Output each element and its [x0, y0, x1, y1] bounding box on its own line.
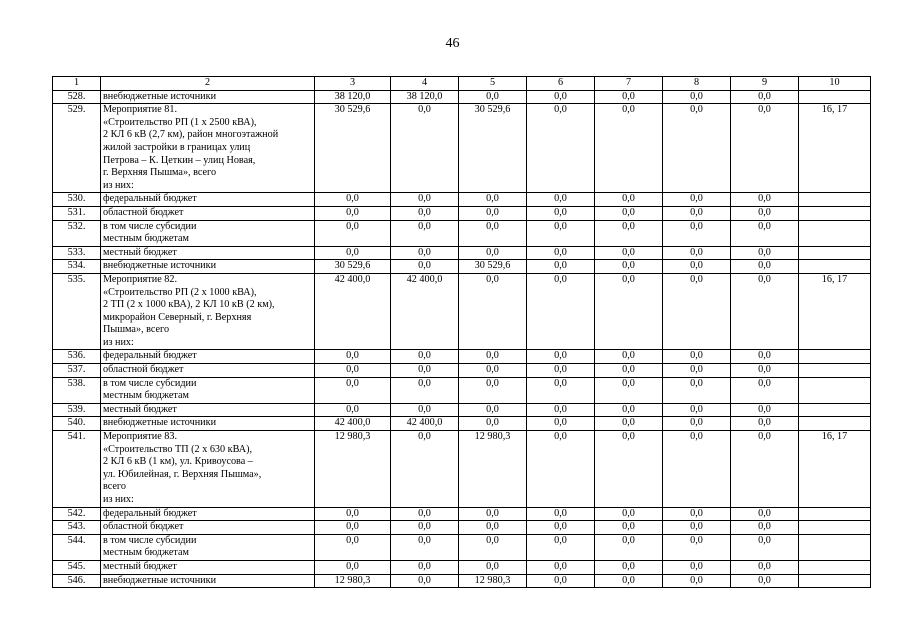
column-number: 5: [459, 77, 527, 91]
amount-cell: 0,0: [731, 417, 799, 431]
table-row: [53, 507, 871, 521]
amount-cell: 0,0: [595, 273, 663, 350]
amount-cell: 0,0: [391, 521, 459, 535]
amount-cell: 0,0: [731, 521, 799, 535]
row-number: 539.: [53, 403, 101, 417]
amount-cell: 0,0: [527, 377, 595, 403]
amount-cell: 0,0: [663, 403, 731, 417]
amount-cell: 0,0: [315, 521, 391, 535]
amount-cell: 0,0: [527, 90, 595, 104]
amount-cell: 0,0: [731, 246, 799, 260]
amount-cell: 0,0: [595, 403, 663, 417]
amount-cell: 0,0: [595, 534, 663, 560]
amount-cell: 0,0: [731, 364, 799, 378]
row-description: местный бюджет: [101, 560, 315, 574]
amount-cell: 0,0: [731, 206, 799, 220]
amount-cell: 0,0: [527, 574, 595, 588]
row-number: 542.: [53, 507, 101, 521]
amount-cell: 0,0: [459, 521, 527, 535]
target-indicator-ref: [799, 521, 871, 535]
amount-cell: 0,0: [731, 507, 799, 521]
row-number: 533.: [53, 246, 101, 260]
amount-cell: 0,0: [527, 507, 595, 521]
row-number: 536.: [53, 350, 101, 364]
target-indicator-ref: 16, 17: [799, 431, 871, 508]
table-row: [53, 104, 871, 193]
amount-cell: 0,0: [527, 260, 595, 274]
amount-cell: 0,0: [527, 193, 595, 207]
table-row: [53, 560, 871, 574]
target-indicator-ref: [799, 534, 871, 560]
target-indicator-ref: [799, 206, 871, 220]
column-number: 4: [391, 77, 459, 91]
amount-cell: 0,0: [663, 364, 731, 378]
target-indicator-ref: [799, 377, 871, 403]
amount-cell: 30 529,6: [459, 104, 527, 193]
amount-cell: 0,0: [459, 560, 527, 574]
amount-cell: 12 980,3: [315, 574, 391, 588]
amount-cell: 0,0: [459, 220, 527, 246]
amount-cell: 0,0: [527, 220, 595, 246]
amount-cell: 0,0: [391, 220, 459, 246]
amount-cell: 0,0: [315, 206, 391, 220]
target-indicator-ref: [799, 350, 871, 364]
amount-cell: 0,0: [527, 104, 595, 193]
amount-cell: 42 400,0: [391, 417, 459, 431]
target-indicator-ref: [799, 417, 871, 431]
table-row: [53, 350, 871, 364]
row-number: 532.: [53, 220, 101, 246]
amount-cell: 0,0: [663, 560, 731, 574]
amount-cell: 0,0: [391, 104, 459, 193]
amount-cell: 0,0: [315, 350, 391, 364]
row-number: 535.: [53, 273, 101, 350]
amount-cell: 0,0: [391, 574, 459, 588]
amount-cell: 0,0: [459, 206, 527, 220]
table-row: [53, 377, 871, 403]
row-description: областной бюджет: [101, 364, 315, 378]
amount-cell: 0,0: [527, 206, 595, 220]
amount-cell: 0,0: [315, 403, 391, 417]
amount-cell: 0,0: [595, 364, 663, 378]
target-indicator-ref: [799, 560, 871, 574]
amount-cell: 0,0: [527, 521, 595, 535]
amount-cell: 0,0: [663, 377, 731, 403]
amount-cell: 30 529,6: [459, 260, 527, 274]
target-indicator-ref: [799, 574, 871, 588]
amount-cell: 0,0: [731, 104, 799, 193]
row-number: 530.: [53, 193, 101, 207]
amount-cell: 0,0: [731, 431, 799, 508]
budget-table: [52, 76, 871, 588]
amount-cell: 0,0: [731, 273, 799, 350]
amount-cell: 0,0: [595, 574, 663, 588]
table-row: [53, 431, 871, 508]
row-description: федеральный бюджет: [101, 350, 315, 364]
amount-cell: 0,0: [663, 90, 731, 104]
table-row: [53, 417, 871, 431]
table-row: [53, 193, 871, 207]
row-number: 534.: [53, 260, 101, 274]
amount-cell: 0,0: [663, 220, 731, 246]
amount-cell: 0,0: [731, 534, 799, 560]
amount-cell: 0,0: [595, 417, 663, 431]
amount-cell: 0,0: [663, 260, 731, 274]
amount-cell: 0,0: [663, 104, 731, 193]
row-description: федеральный бюджет: [101, 193, 315, 207]
table-row: [53, 521, 871, 535]
amount-cell: 0,0: [595, 104, 663, 193]
column-number: 8: [663, 77, 731, 91]
column-number: 6: [527, 77, 595, 91]
amount-cell: 0,0: [391, 246, 459, 260]
amount-cell: 0,0: [459, 377, 527, 403]
column-number: 2: [101, 77, 315, 91]
amount-cell: 0,0: [459, 507, 527, 521]
amount-cell: 0,0: [315, 220, 391, 246]
row-number: 545.: [53, 560, 101, 574]
table-row: [53, 574, 871, 588]
amount-cell: 38 120,0: [315, 90, 391, 104]
amount-cell: 0,0: [663, 350, 731, 364]
row-description: Мероприятие 81. «Строительство РП (1 x 2500 кВА), 2 КЛ 6 кВ (2,7 км), район многоэтажной жилой застройки в границах улиц Петрова – К. Цеткин – улиц Новая, г. Верхняя Пышма», всего из них:: [101, 104, 315, 193]
amount-cell: 0,0: [595, 377, 663, 403]
amount-cell: 0,0: [459, 364, 527, 378]
amount-cell: 0,0: [391, 193, 459, 207]
amount-cell: 0,0: [459, 403, 527, 417]
column-number: 7: [595, 77, 663, 91]
amount-cell: 0,0: [595, 220, 663, 246]
amount-cell: 0,0: [527, 534, 595, 560]
target-indicator-ref: 16, 17: [799, 273, 871, 350]
amount-cell: 0,0: [391, 364, 459, 378]
row-description: областной бюджет: [101, 521, 315, 535]
amount-cell: 0,0: [595, 260, 663, 274]
table-row: [53, 246, 871, 260]
amount-cell: 0,0: [595, 350, 663, 364]
amount-cell: 0,0: [663, 431, 731, 508]
amount-cell: 0,0: [731, 260, 799, 274]
amount-cell: 12 980,3: [315, 431, 391, 508]
amount-cell: 0,0: [731, 560, 799, 574]
amount-cell: 0,0: [391, 507, 459, 521]
row-number: 546.: [53, 574, 101, 588]
amount-cell: 0,0: [527, 364, 595, 378]
amount-cell: 30 529,6: [315, 260, 391, 274]
amount-cell: 0,0: [459, 534, 527, 560]
amount-cell: 0,0: [663, 417, 731, 431]
amount-cell: 0,0: [527, 431, 595, 508]
amount-cell: 0,0: [459, 246, 527, 260]
amount-cell: 0,0: [391, 403, 459, 417]
amount-cell: 0,0: [459, 90, 527, 104]
row-number: 528.: [53, 90, 101, 104]
amount-cell: 0,0: [527, 246, 595, 260]
amount-cell: 0,0: [595, 193, 663, 207]
table-row: [53, 364, 871, 378]
column-number: 10: [799, 77, 871, 91]
row-description: в том числе субсидии местным бюджетам: [101, 377, 315, 403]
row-description: федеральный бюджет: [101, 507, 315, 521]
amount-cell: 0,0: [459, 273, 527, 350]
row-description: местный бюджет: [101, 403, 315, 417]
table-row: [53, 90, 871, 104]
amount-cell: 0,0: [663, 193, 731, 207]
table-row: [53, 206, 871, 220]
amount-cell: 0,0: [315, 507, 391, 521]
amount-cell: 0,0: [527, 273, 595, 350]
amount-cell: 42 400,0: [315, 273, 391, 350]
column-number: 1: [53, 77, 101, 91]
amount-cell: 0,0: [663, 206, 731, 220]
amount-cell: 0,0: [391, 260, 459, 274]
column-number-row: [53, 77, 871, 91]
table-row: [53, 273, 871, 350]
amount-cell: 0,0: [731, 220, 799, 246]
amount-cell: 0,0: [731, 574, 799, 588]
row-description: внебюджетные источники: [101, 574, 315, 588]
row-description: в том числе субсидии местным бюджетам: [101, 220, 315, 246]
amount-cell: 0,0: [663, 534, 731, 560]
target-indicator-ref: [799, 403, 871, 417]
amount-cell: 38 120,0: [391, 90, 459, 104]
row-description: внебюджетные источники: [101, 90, 315, 104]
column-number: 9: [731, 77, 799, 91]
amount-cell: 0,0: [527, 560, 595, 574]
target-indicator-ref: [799, 220, 871, 246]
target-indicator-ref: [799, 260, 871, 274]
row-description: в том числе субсидии местным бюджетам: [101, 534, 315, 560]
amount-cell: 0,0: [391, 560, 459, 574]
amount-cell: 0,0: [595, 507, 663, 521]
target-indicator-ref: [799, 364, 871, 378]
amount-cell: 0,0: [731, 403, 799, 417]
row-description: внебюджетные источники: [101, 417, 315, 431]
amount-cell: 0,0: [663, 574, 731, 588]
table-row: [53, 534, 871, 560]
amount-cell: 0,0: [595, 431, 663, 508]
amount-cell: 0,0: [315, 246, 391, 260]
row-number: 544.: [53, 534, 101, 560]
amount-cell: 0,0: [459, 193, 527, 207]
table-row: [53, 220, 871, 246]
amount-cell: 0,0: [527, 417, 595, 431]
row-description: Мероприятие 82. «Строительство РП (2 x 1000 кВА), 2 ТП (2 x 1000 кВА), 2 КЛ 10 кВ (2 км), микрорайон Северный, г. Верхняя Пышма», всего из них:: [101, 273, 315, 350]
amount-cell: 0,0: [663, 246, 731, 260]
amount-cell: 0,0: [595, 560, 663, 574]
row-description: местный бюджет: [101, 246, 315, 260]
amount-cell: 0,0: [391, 350, 459, 364]
target-indicator-ref: [799, 90, 871, 104]
amount-cell: 0,0: [595, 90, 663, 104]
column-number: 3: [315, 77, 391, 91]
amount-cell: 42 400,0: [315, 417, 391, 431]
amount-cell: 0,0: [459, 417, 527, 431]
amount-cell: 30 529,6: [315, 104, 391, 193]
page-number: 46: [445, 36, 460, 51]
amount-cell: 0,0: [459, 350, 527, 364]
amount-cell: 0,0: [315, 364, 391, 378]
amount-cell: 12 980,3: [459, 431, 527, 508]
table-row: [53, 403, 871, 417]
amount-cell: 0,0: [731, 350, 799, 364]
amount-cell: 0,0: [391, 431, 459, 508]
amount-cell: 0,0: [315, 534, 391, 560]
amount-cell: 0,0: [595, 521, 663, 535]
row-description: Мероприятие 83. «Строительство ТП (2 x 630 кВА), 2 КЛ 6 кВ (1 км), ул. Кривоусова – ул. Юбилейная, г. Верхняя Пышма», всего из них:: [101, 431, 315, 508]
amount-cell: 0,0: [731, 90, 799, 104]
amount-cell: 0,0: [527, 350, 595, 364]
target-indicator-ref: [799, 507, 871, 521]
row-number: 543.: [53, 521, 101, 535]
amount-cell: 0,0: [315, 377, 391, 403]
row-number: 540.: [53, 417, 101, 431]
amount-cell: 0,0: [391, 206, 459, 220]
row-number: 541.: [53, 431, 101, 508]
row-number: 538.: [53, 377, 101, 403]
amount-cell: 0,0: [527, 403, 595, 417]
row-number: 537.: [53, 364, 101, 378]
amount-cell: 0,0: [663, 521, 731, 535]
target-indicator-ref: [799, 193, 871, 207]
amount-cell: 0,0: [315, 193, 391, 207]
target-indicator-ref: 16, 17: [799, 104, 871, 193]
amount-cell: 0,0: [391, 377, 459, 403]
amount-cell: 0,0: [595, 246, 663, 260]
row-description: областной бюджет: [101, 206, 315, 220]
target-indicator-ref: [799, 246, 871, 260]
amount-cell: 42 400,0: [391, 273, 459, 350]
amount-cell: 0,0: [663, 507, 731, 521]
amount-cell: 0,0: [391, 534, 459, 560]
table-row: [53, 260, 871, 274]
amount-cell: 12 980,3: [459, 574, 527, 588]
amount-cell: 0,0: [731, 377, 799, 403]
row-number: 531.: [53, 206, 101, 220]
row-number: 529.: [53, 104, 101, 193]
row-description: внебюджетные источники: [101, 260, 315, 274]
amount-cell: 0,0: [315, 560, 391, 574]
amount-cell: 0,0: [595, 206, 663, 220]
amount-cell: 0,0: [731, 193, 799, 207]
amount-cell: 0,0: [663, 273, 731, 350]
